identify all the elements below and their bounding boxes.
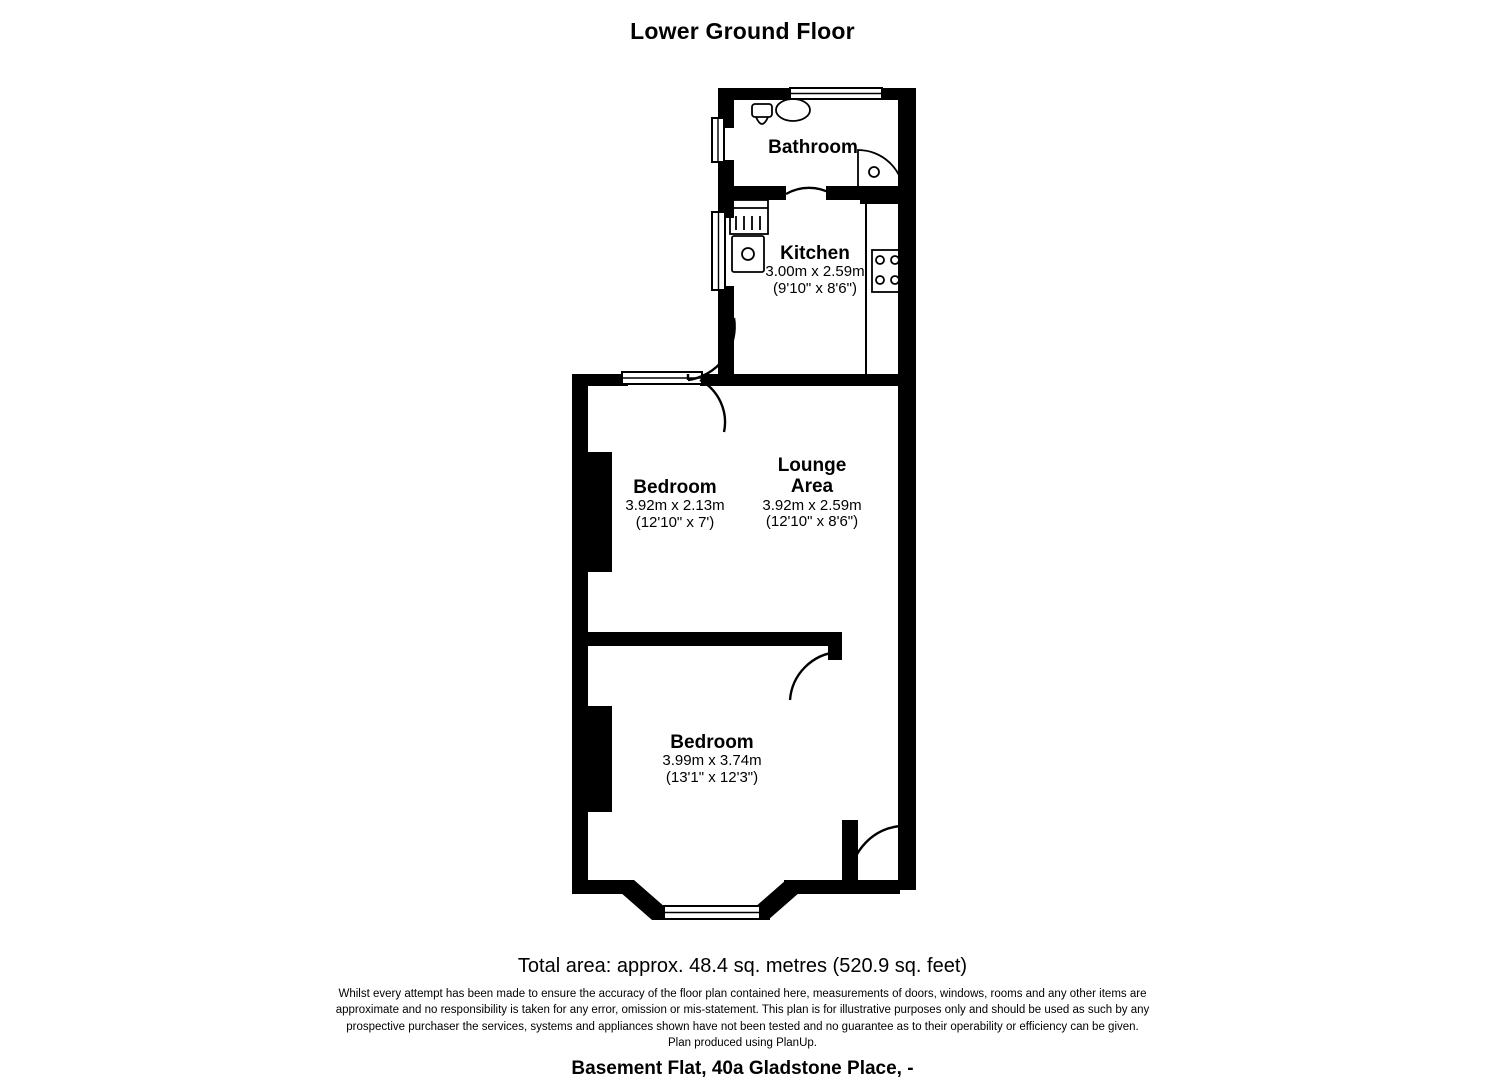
disclaimer-line-4: Plan produced using PlanUp. <box>668 1036 817 1049</box>
room-name: Bedroom <box>633 477 717 498</box>
room-name: Kitchen <box>780 243 850 264</box>
room-dimensions-imperial: (12'10" x 8'6") <box>765 513 859 531</box>
page-title: Lower Ground Floor <box>630 18 855 44</box>
room-label-bedroom-upper <box>575 477 775 532</box>
room-name-line2: Area <box>790 476 834 498</box>
property-address: Basement Flat, 40a Gladstone Place, - <box>571 1058 914 1079</box>
room-name: Bedroom <box>670 732 754 753</box>
room-dimensions-metric: 3.00m x 2.59m <box>765 263 865 281</box>
disclaimer-line-3: prospective purchaser the services, systems and appliances shown have not been tested and no guarantee as to their operability or efficiency can be given. <box>346 1020 1139 1033</box>
room-dimensions-imperial: (12'10" x 7') <box>635 514 715 532</box>
disclaimer-line-2: approximate and no responsibility is taken for any error, omission or mis-statement. This plan is for illustrative purposes only and should be used as such by any <box>335 1004 1150 1017</box>
wc-icon <box>752 104 772 117</box>
total-area-text: Total area: approx. 48.4 sq. metres (520.9 sq. feet) <box>517 955 968 977</box>
disclaimer-line-1: Whilst every attempt has been made to ensure the accuracy of the floor plan contained here, measurements of doors, windows, rooms and any other items are <box>338 988 1147 1000</box>
room-dimensions-metric: 3.99m x 3.74m <box>662 752 762 770</box>
room-dimensions-metric: 3.92m x 2.13m <box>625 497 725 515</box>
room-dimensions-imperial: (9'10" x 8'6") <box>773 280 857 298</box>
room-label-bathroom <box>713 137 913 158</box>
room-name: Bathroom <box>768 137 858 158</box>
disclaimer <box>0 986 1485 1051</box>
basin-icon <box>776 99 810 121</box>
room-label-bedroom-lower <box>612 732 812 787</box>
room-dimensions-metric: 3.92m x 2.59m <box>762 496 862 514</box>
room-label-kitchen <box>715 243 915 298</box>
room-dimensions-imperial: (13'1" x 12'3") <box>665 769 759 787</box>
room-name-line1: Lounge <box>777 455 847 476</box>
